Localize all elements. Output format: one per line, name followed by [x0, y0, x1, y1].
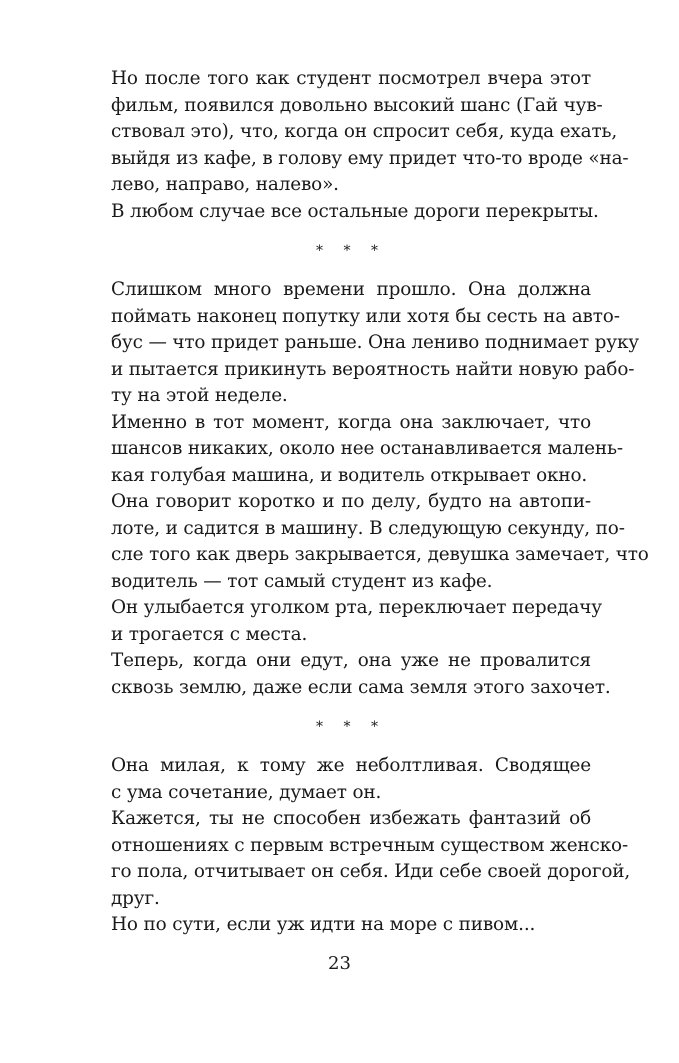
- text-line: фильм, появился довольно высокий шанс (Гай чув-: [111, 94, 603, 116]
- text-line: Слишком много времени прошло. Она должна: [111, 279, 591, 300]
- section-divider: * * *: [316, 243, 386, 259]
- text-line: поймать наконец попутку или хотя бы сесть на авто-: [111, 305, 620, 327]
- page-body: [111, 66, 649, 939]
- text-line: сле того как дверь закрывается, девушка замечает, что: [111, 544, 649, 565]
- text-line: Она говорит коротко и по делу, будто на автопи-: [111, 491, 591, 512]
- text-line: го пола, отчитывает он себя. Иди себе своей дорогой,: [111, 861, 631, 882]
- text-line: Но после того как студент посмотрел вчера этот: [111, 68, 591, 89]
- text-line: лоте, и садится в машину. В следующую секунду, по-: [111, 517, 625, 539]
- text-line: выйдя из кафе, в голову ему придет что-то вроде «на-: [111, 147, 629, 169]
- paragraph: [111, 66, 629, 199]
- paragraph: [111, 410, 623, 490]
- section-1: [111, 66, 629, 225]
- paragraph: [111, 489, 649, 595]
- paragraph: [111, 595, 602, 648]
- text-line: шансов никаких, около нее останавливается малень-: [111, 438, 623, 459]
- text-line: Но по сути, если уж идти на море с пивом...: [111, 914, 536, 935]
- text-line: бус — что придет раньше. Она лениво поднимает руку: [111, 332, 639, 353]
- section-2: [111, 277, 649, 701]
- paragraph: [111, 277, 639, 410]
- paragraph: [111, 199, 599, 226]
- section-3: [111, 753, 631, 939]
- text-line: водитель — тот самый студент из кафе.: [111, 570, 493, 592]
- paragraph: [111, 648, 611, 701]
- text-line: лево, направо, налево».: [111, 174, 339, 195]
- text-line: ту на этой неделе.: [111, 385, 288, 406]
- text-line: и пытается прикинуть вероятность найти новую рабо-: [111, 358, 635, 380]
- paragraph: [111, 806, 631, 912]
- text-line: Она милая, к тому же неболтливая. Сводящее: [111, 755, 591, 776]
- paragraph: [111, 753, 591, 806]
- text-line: Кажется, ты не способен избежать фантазий об: [111, 808, 591, 829]
- paragraph: [111, 912, 591, 939]
- section-divider: * * *: [316, 719, 386, 735]
- text-line: ствовал это), что, когда он спросит себя, куда ехать,: [111, 121, 618, 142]
- text-line: и трогается с места.: [111, 623, 308, 645]
- text-line: Именно в тот момент, когда она заключает, что: [111, 411, 591, 433]
- text-line: сквозь землю, даже если сама земля этого захочет.: [111, 676, 611, 698]
- page-number: 23: [328, 953, 351, 974]
- text-line: Теперь, когда они едут, она уже не провалится: [111, 650, 591, 671]
- text-line: отношениях с первым встречным существом женско-: [111, 834, 629, 856]
- text-line: Он улыбается уголком рта, переключает передачу: [111, 597, 602, 618]
- text-line: друг.: [111, 887, 160, 909]
- text-line: В любом случае все остальные дороги перекрыты.: [111, 200, 599, 222]
- text-line: кая голубая машина, и водитель открывает окно.: [111, 464, 588, 486]
- text-line: с ума сочетание, думает он.: [111, 781, 382, 803]
